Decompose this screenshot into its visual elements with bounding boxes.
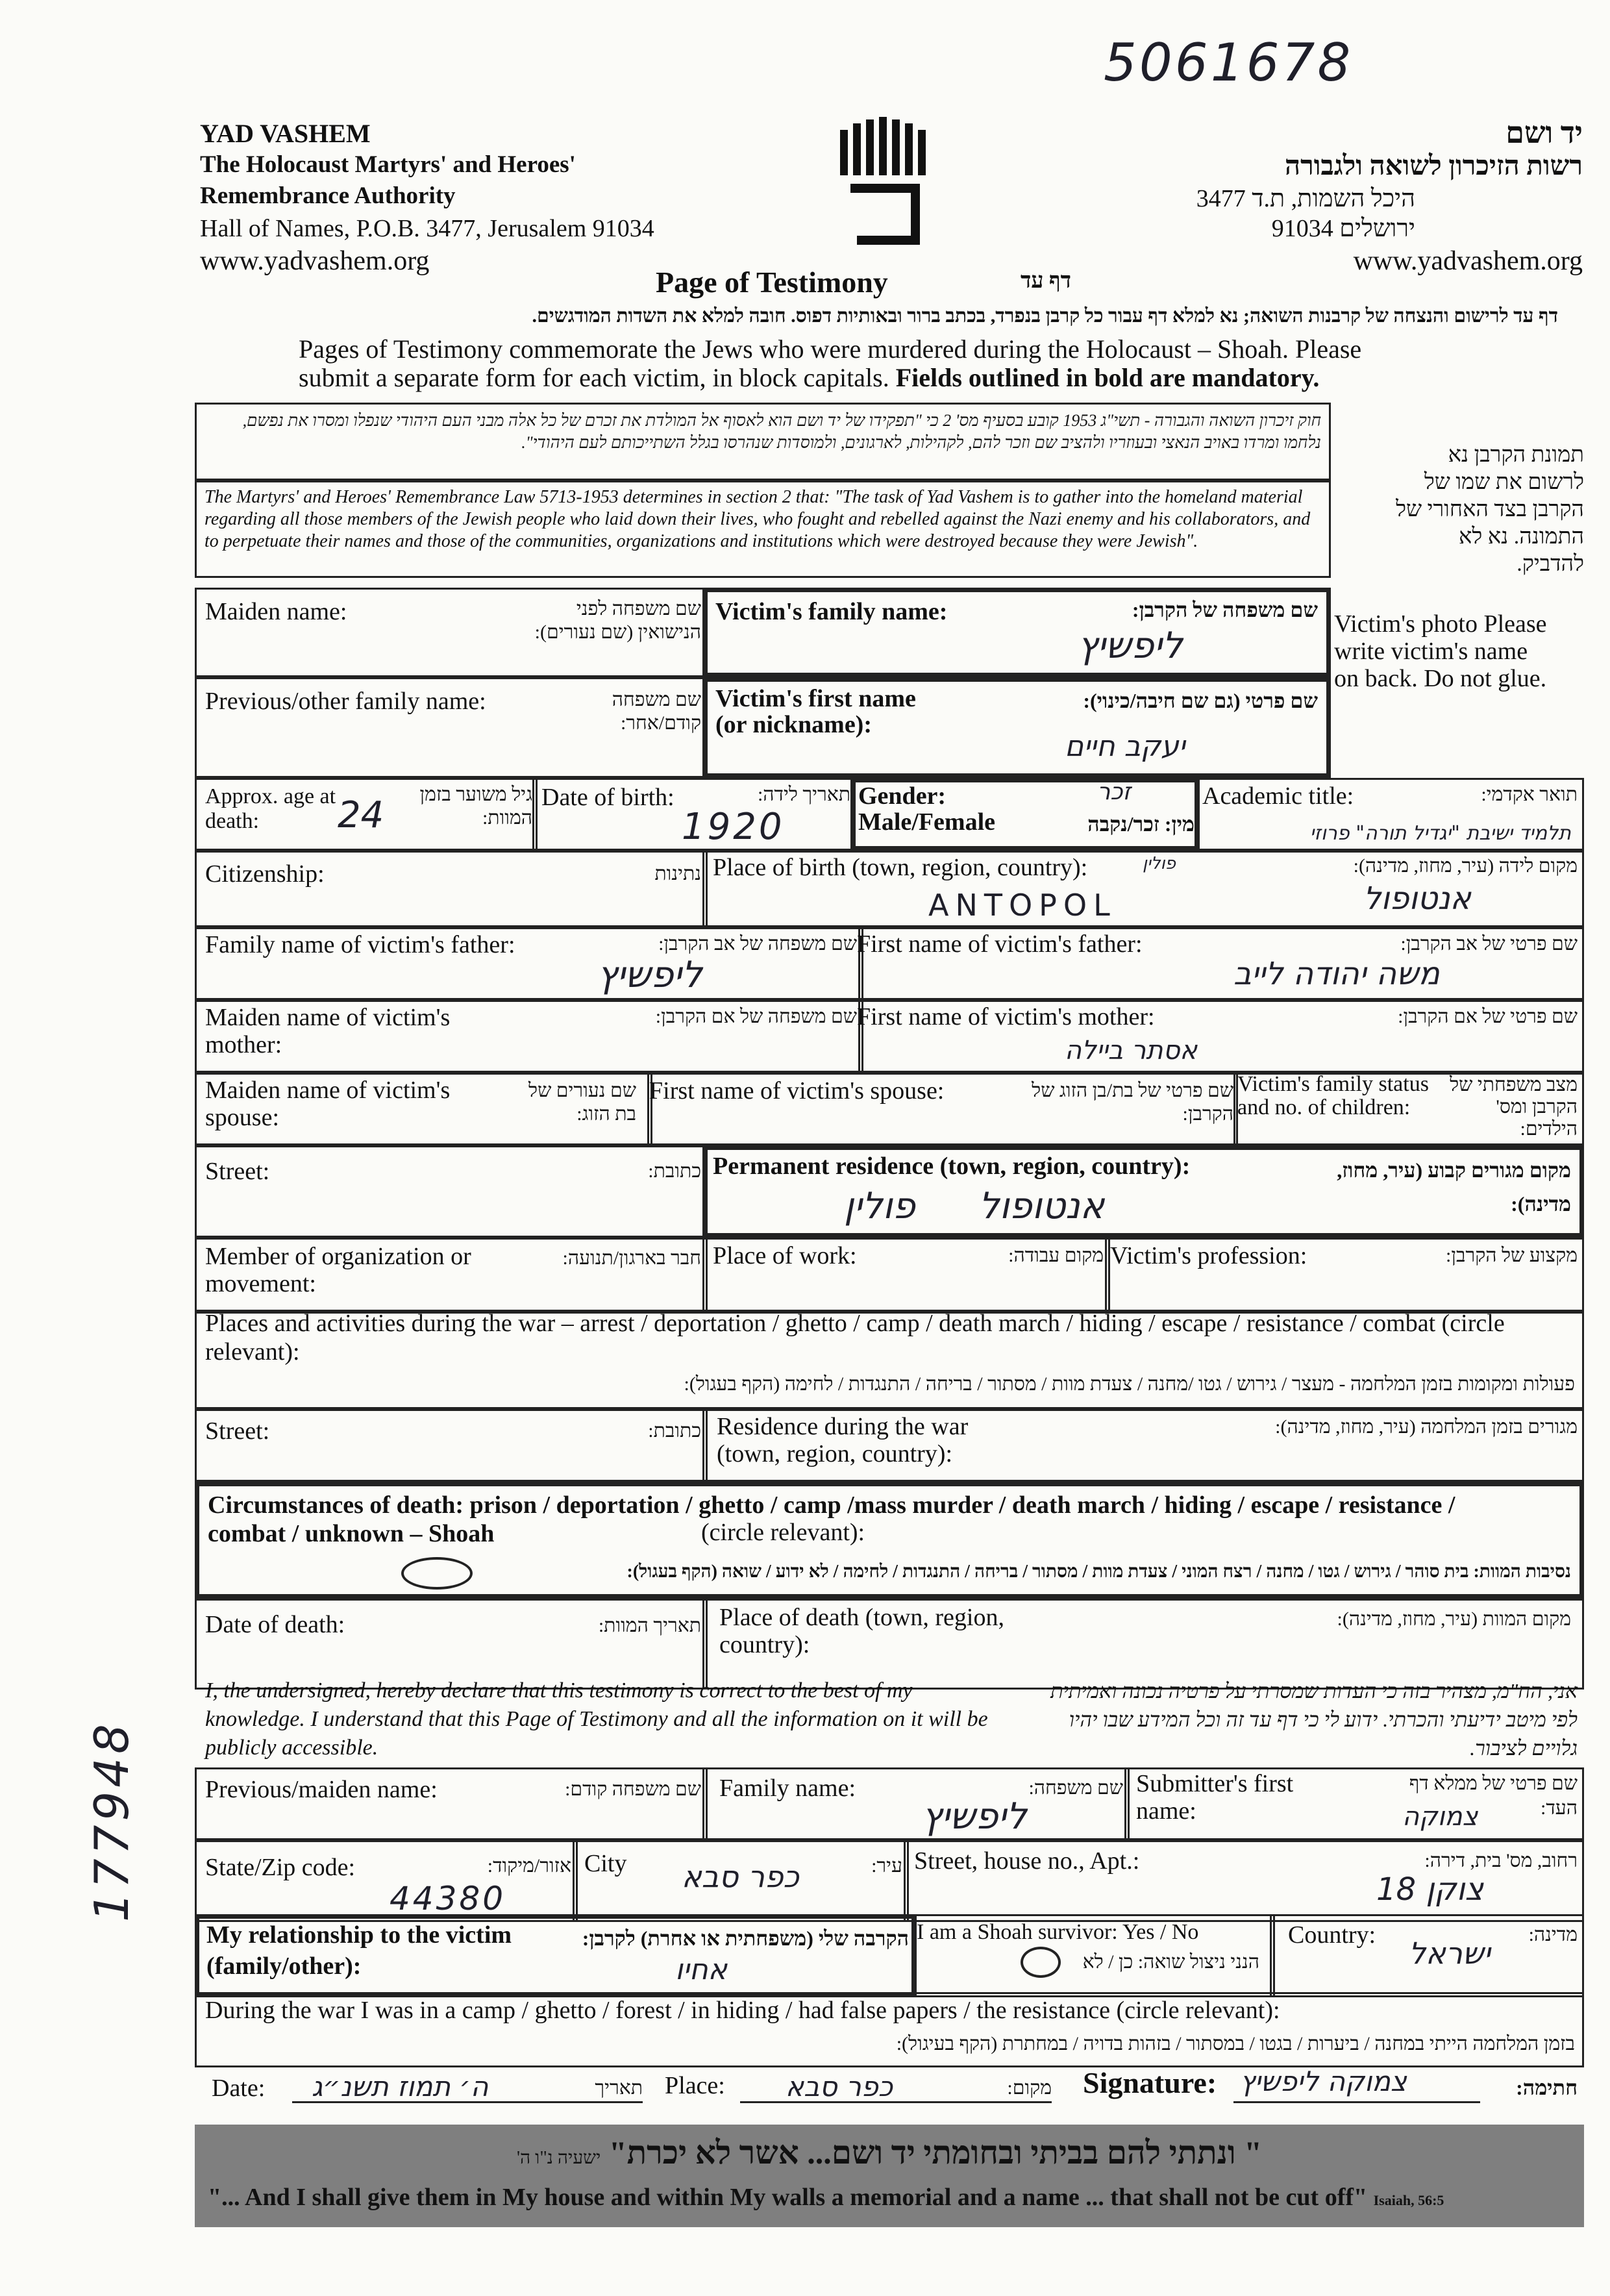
war-places-label: Places and activities during the war – arrest / deportation / ghetto / camp / death march / hiding / escape / resistance / combat (circle relevant): (205, 1310, 1505, 1366)
permanent-residence-value: אנטופול פולין (844, 1185, 1105, 1227)
signature-line (1233, 2101, 1480, 2103)
submitter-family-value: ליפשיץ (922, 1795, 1027, 1838)
victim-first-name-label-he: שם פרטי (גם שם חיבה/כינוי): (1083, 689, 1318, 712)
page-title-he: דף עד (1020, 269, 1071, 293)
footer-quote-he (195, 2134, 1584, 2171)
gender-value: זכר (1097, 779, 1131, 805)
submitter-family-label-he: שם משפחה: (1028, 1777, 1123, 1799)
declaration-en: I, the undersigned, hereby declare that this testimony is correct to the best of my knowledge. I understand that this Page of Testimony and all the information on it will be publicly accessible. (205, 1678, 988, 1760)
address-he-2: ירושלים 91034 (1271, 215, 1415, 242)
law-hebrew-box (195, 403, 1331, 480)
age-label-he: גיל משוער בזמן המוות: (419, 784, 532, 829)
relationship-label-he: הקרבה שלי (משפחתית או אחרת) לקרבן: (582, 1927, 909, 1950)
submitter-first-label: Submitter's first name: (1136, 1770, 1294, 1825)
city-label-he: עיר: (871, 1855, 902, 1877)
relationship-label: My relationship to the victim (family/other): (206, 1921, 512, 1980)
footer-en-ref: Isaiah, 56:5 (1373, 2192, 1444, 2208)
authority-en-2: Remembrance Authority (200, 182, 456, 209)
date-of-death-label: Date of death: (205, 1611, 345, 1638)
circumstances-label-he: נסיבות המוות: בית סוהר / גירוש / גטו / מחנה / רצח המוני / צעדת מוות / מסתור / בריחה / התנגדות / לחימה / לא ידוע / שואה (הקף בעגול): (626, 1562, 1571, 1582)
yad-vashem-logo (837, 117, 928, 247)
submitter-first-label-he: שם פרטי של ממלא דף העד: (1409, 1773, 1578, 1819)
maiden-name-label: Maiden name: (205, 598, 347, 625)
authority-he: רשות הזיכרון לשואה ולגבורה (1284, 151, 1583, 181)
mother-first-label-he: שם פרטי של אם הקרבן: (1398, 1006, 1578, 1027)
mother-first-value: אסתר ביילה (1065, 1036, 1198, 1066)
footer-quote-en (208, 2183, 1584, 2212)
spouse-first-label: First name of victim's spouse: (649, 1077, 945, 1104)
permanent-residence-label-he: מקום מגורים קבוע (עיר, מחוז, מדינה): (1337, 1158, 1571, 1216)
profession-label: Victim's profession: (1110, 1242, 1307, 1269)
survivor-label: I am a Shoah survivor: Yes / No (917, 1920, 1199, 1944)
dob-label-he: תאריך לידה: (757, 784, 850, 805)
academic-title-label: Academic title: (1202, 782, 1354, 810)
website-he: www.yadvashem.org (1353, 246, 1583, 276)
zip-cell (195, 1840, 578, 1922)
place-label-he: מקום: (1007, 2077, 1052, 2099)
academic-title-value: תלמיד ישיבת "יגדיל תורה" פרוזי (1309, 822, 1571, 845)
member-label-he: חבר בארגון/תנועה: (562, 1247, 701, 1269)
side-number: 177948 (84, 1720, 139, 1922)
gender-label: Gender: Male/Female (858, 782, 996, 836)
website-en: www.yadvashem.org (200, 246, 430, 276)
relationship-value: אחיו (675, 1953, 727, 1986)
intro-en-1: Pages of Testimony commemorate the Jews who were murdered during the Holocaust – Shoah. Please (299, 334, 1362, 364)
family-status-label: Victim's family status and no. of children: (1237, 1072, 1429, 1119)
age-label: Approx. age at death: (205, 784, 336, 833)
submitter-first-value: צמוקה (1402, 1802, 1478, 1832)
date-label-he: תאריך (595, 2077, 643, 2099)
address-label: Street, house no., Apt.: (914, 1847, 1140, 1875)
org-name-en: YAD VASHEM (200, 119, 371, 148)
father-family-value: ליפשיץ (597, 954, 702, 996)
place-value: כפר סבא (786, 2071, 893, 2103)
intro-en-2: submit a separate form for each victim, in block capitals. (299, 363, 889, 392)
law-he: חוק זיכרון השואה והגבורה - תשי"ג 1953 קובע בסעיף מס' 2 כי "תפקידו של יד ושם הוא לאסוף אל המולדת את זכרם של כל אלה מבני העם היהודי שנפלו ומסרו את נפשם, נלחמו ומרדו באויב הנאצי ובעוזריו ולהציב שם וזכר להם, לקהילות, לארגונים, ולמוסדות שנהרסו בגלל השתייכותם לעם היהודי". (242, 411, 1321, 452)
law-en: The Martyrs' and Heroes' Remembrance Law 5713-1953 determines in section 2 that: "The task of Yad Vashem is to gather into the homeland material regarding all those members of the Jewish people who laid down their lives, who fought and rebelled against the Nazi enemy and his collaborators, and to perpetuate their names and those of the communities, organizations and institutions which were destroyed because they were Jewish". (204, 487, 1311, 551)
spouse-first-label-he: שם פרטי של בת/בן הזוג של הקרבן: (1032, 1080, 1233, 1125)
date-label: Date: (212, 2075, 266, 2102)
place-of-birth-label: Place of birth (town, region, country): (713, 854, 1088, 881)
war-places-label-he: פעולות ומקומות בזמן המלחמה - מעצר / גירוש / גטו /מחנה / צעדת מוות / מסתור / בריחה / התנגדות / לחימה (הקף בעגול): (684, 1373, 1575, 1395)
victim-first-name-label: Victim's first name (or nickname): (715, 685, 916, 738)
document-number: 5061678 (1104, 32, 1354, 93)
circumstances-note: (circle relevant): (701, 1519, 865, 1546)
mother-first-label: First name of victim's mother: (857, 1003, 1155, 1030)
father-family-label-he: שם משפחה של אב הקרבן: (658, 933, 857, 955)
signature-label: Signature: (1083, 2066, 1217, 2099)
date-value: ה׳ תמוז תשנ״ג (312, 2071, 489, 2103)
survivor-circle (1021, 1947, 1061, 1978)
profession-label-he: מקצוע של הקרבן: (1446, 1245, 1578, 1266)
signature-label-he: חתימה: (1516, 2076, 1578, 2099)
maiden-name-label-he: שם משפחה לפני הנישואין (שם נעורים): (534, 598, 701, 643)
spouse-maiden-label: Maiden name of victim's spouse: (205, 1077, 451, 1131)
mother-maiden-label-he: שם משפחה של אם הקרבן: (655, 1006, 857, 1027)
age-value: 24 (338, 794, 384, 836)
zip-label: State/Zip code: (205, 1854, 356, 1881)
date-of-death-label-he: תאריך המוות: (598, 1615, 701, 1636)
victim-family-name-label: Victim's family name: (715, 598, 948, 625)
place-of-death-label: Place of death (town, region, country): (719, 1604, 1004, 1658)
place-of-birth-label-he: מקום לידה (עיר, מחוז, מדינה): (1353, 855, 1578, 877)
survivor-label-he: הנני ניצול שואה: כן / לא (1082, 1951, 1259, 1973)
signature-value: צמוקה ליפשיץ (1240, 2065, 1407, 2097)
country-value: ישראל (1409, 1936, 1491, 1971)
street-label-he: כתובת: (648, 1160, 701, 1182)
father-first-label-he: שם פרטי של אב הקרבן: (1400, 933, 1578, 955)
page-title-en: Page of Testimony (656, 266, 888, 299)
father-first-value: משה יהודה לייב (1233, 956, 1440, 992)
dob-value: 1920 (682, 806, 785, 848)
war-residence-label: Residence during the war (town, region, country): (717, 1413, 969, 1467)
org-name-he: יד ושם (1505, 116, 1583, 149)
place-of-death-label-he: מקום המוות (עיר, מחוז, מדינה): (1337, 1608, 1571, 1630)
address-en: Hall of Names, P.O.B. 3477, Jerusalem 91034 (200, 215, 654, 242)
member-label: Member of organization or movement: (205, 1243, 471, 1297)
place-of-birth-value-he: אנטופול (1363, 880, 1471, 917)
country-label-he: מדינה: (1528, 1924, 1578, 1945)
place-of-birth-note: פולין (1143, 854, 1176, 873)
father-family-label: Family name of victim's father: (205, 931, 515, 958)
address-label-he: רחוב, מס' בית, דירה: (1424, 1850, 1578, 1871)
war-camp-label: During the war I was in a camp / ghetto / forest / in hiding / had false papers / the resistance (circle relevant): (205, 1997, 1280, 2024)
family-status-label-he: מצב משפחתי של הקרבן ומס' הילדים: (1450, 1074, 1578, 1140)
father-first-label: First name of victim's father: (857, 930, 1143, 958)
place-label: Place: (665, 2072, 725, 2099)
intro-en-line-2 (299, 362, 1532, 393)
spouse-maiden-label-he: שם נעורים של בת הזוג: (528, 1080, 636, 1125)
authority-en-1: The Holocaust Martyrs' and Heroes' (200, 151, 576, 178)
country-label: Country: (1288, 1921, 1376, 1949)
zip-label-he: אזור/מיקוד: (487, 1855, 571, 1877)
submitter-prev-label-he: שם משפחה קודם: (565, 1778, 701, 1800)
victim-first-name-value: יעקב חיים (1065, 730, 1185, 763)
footer-en-text: "... And I shall give them in My house and within My walls a memorial and a name ... that shall not be cut off" (208, 2184, 1368, 2211)
victim-family-name-label-he: שם משפחה של הקרבן: (1132, 598, 1318, 621)
submitter-family-label: Family name: (719, 1775, 856, 1802)
zip-value: 44380 (390, 1880, 506, 1917)
war-camp-label-he: בזמן המלחמה הייתי במחנה / ביערות / בגטו / במסתור / בזהות בדויה / במחתרת (הקף בעיגול): (896, 2033, 1575, 2054)
academic-title-label-he: תואר אקדמי: (1481, 784, 1578, 805)
footer-he-text: " ונתתי להם בביתי ובחומתי יד ושם... אשר לא יכרת" (608, 2134, 1262, 2171)
war-residence-label-he: מגורים בזמן המלחמה (עיר, מחוז, מדינה): (1275, 1416, 1578, 1438)
previous-name-label: Previous/other family name: (205, 688, 486, 715)
circumstances-label: Circumstances of death: prison / deportation / ghetto / camp /mass murder / death march / hiding / escape / resistance / combat / unknown – Shoah (208, 1491, 1455, 1547)
address-he-1: היכל השמות, ת.ד 3477 (1196, 185, 1415, 212)
citizenship-label-he: נתינות (654, 863, 701, 884)
declaration-he: אני, הח"מ, מצהיר בזה כי העדות שמסרתי על פרטיה נכונה ואמיתית לפי מיטב ידיעתי והכרתי. ידוע לי כי דף עד זה וכל המידע שבו יהיו גלויים לציבור. (1050, 1679, 1578, 1760)
gender-label-he: מין: זכר/נקבה (1087, 812, 1195, 836)
war-street-label: Street: (205, 1417, 270, 1445)
intro-mandatory: Fields outlined in bold are mandatory. (895, 363, 1320, 392)
war-street-label-he: כתובת: (648, 1420, 701, 1441)
address-value: צוקן 18 (1376, 1871, 1484, 1908)
place-of-birth-value-en: ANTOPOL (928, 888, 1117, 923)
circumstances-circle (401, 1557, 473, 1590)
street-label: Street: (205, 1158, 270, 1185)
photo-instructions-he: תמונת הקרבן נא לרשום את שמו של הקרבן בצד האחורי של התמונה. נא לא להדביק. (1396, 443, 1584, 576)
mother-maiden-label: Maiden name of victim's mother: (205, 1004, 451, 1058)
citizenship-label: Citizenship: (205, 860, 325, 888)
permanent-residence-label: Permanent residence (town, region, country): (713, 1153, 1191, 1180)
dob-label: Date of birth: (541, 784, 675, 811)
previous-name-label-he: שם משפחה קודם/אחר: (612, 689, 701, 734)
city-value: כפר סבא (682, 1859, 799, 1894)
intro-he: דף עד לרישום והנצחה של קרבנות השואה; נא למלא דף עבור כל קרבן בנפרד, בכתב ברור ובאותיות דפוס. חובה למלא את השדות המודגשים. (532, 305, 1558, 327)
victim-family-name-value: ליפשיץ (1078, 625, 1183, 667)
law-english-box (195, 480, 1331, 578)
submitter-prev-label: Previous/maiden name: (205, 1776, 438, 1803)
city-label: City (584, 1850, 627, 1877)
footer-he-ref: ישעיה נ"ו ה' (517, 2148, 601, 2168)
work-label-he: מקום עבודה: (1008, 1245, 1104, 1266)
work-label: Place of work: (713, 1242, 857, 1269)
photo-instructions-en: Victim's photo Please write victim's name on back. Do not glue. (1334, 610, 1547, 692)
